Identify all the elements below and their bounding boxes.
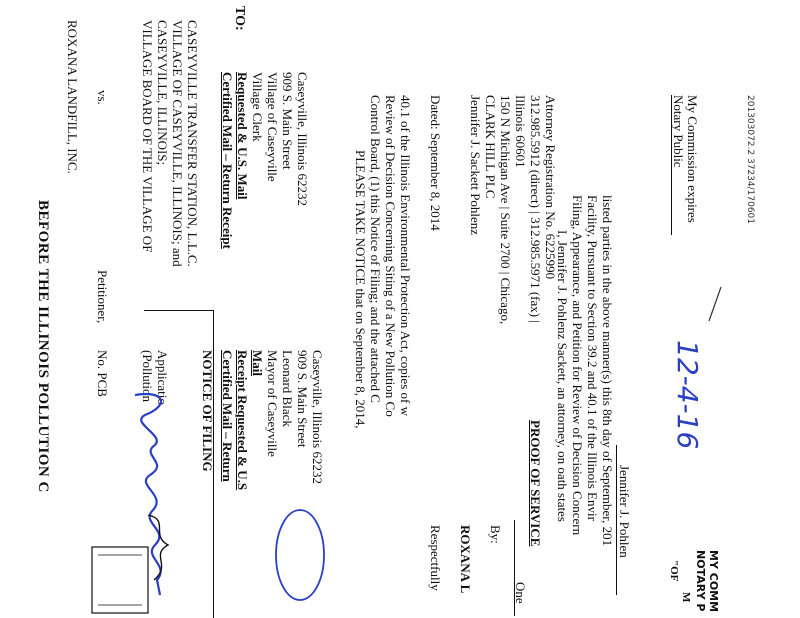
proof-body-1: I, Jennifer J. Pohlenz Sackett, an attorney, on oath states xyxy=(555,230,570,522)
left-method-2: Requested & U.S. Mail xyxy=(235,72,250,200)
case-number: No. PCB xyxy=(95,350,110,397)
petitioner-name: ROXANA LANDFILL, INC. xyxy=(65,20,80,174)
notice-body-3: Review of Decision Concerning Siting of a New Pollution Co xyxy=(383,95,398,417)
left-recipient-3: 909 S. Main Street xyxy=(280,72,295,170)
right-method-3: Mail xyxy=(250,350,265,376)
notary-seal-icon xyxy=(90,545,150,615)
respondent-line-4: CASEYVILLE TRANSFER STATION, L.L.C. xyxy=(185,20,200,267)
right-method-2: Receipt Requested & U.S xyxy=(235,350,250,491)
attorney-line-5: 312.985.5912 (direct) | 312.985.5971 (fax) | xyxy=(528,95,543,323)
commission-label: My Commission expires xyxy=(685,95,700,223)
stamp-line-4: MY COMM xyxy=(707,550,720,613)
notary-expiry-date: 12-4-16 xyxy=(671,340,704,450)
dated-line: Dated: September 8, 2014 xyxy=(428,95,443,231)
stamp-line-1: "OF xyxy=(668,560,680,582)
left-recipient-4: Caseyville, Illinois 62232 xyxy=(295,72,310,206)
to-label: TO: xyxy=(232,6,247,31)
left-method-1: Certified Mail – Return Receipt xyxy=(220,72,235,249)
court-heading: BEFORE THE ILLINOIS POLLUTION C xyxy=(35,200,51,493)
respondent-line-3: VILLAGE OF CASEYVILLE, ILLINOIS; and xyxy=(170,20,185,267)
right-recipient-4: Caseyville, Illinois 62232 xyxy=(310,350,325,484)
caption-divider xyxy=(144,310,214,311)
proof-body-3: Facility, Pursuant to Section 39.2 and 40.1 of the Illinois Envir xyxy=(585,195,600,521)
proof-body-2: Filing, Appearance, and Petition for Review of Decision Concern xyxy=(570,195,585,536)
notice-body-1: PLEASE TAKE NOTICE that on September 8, 2014, xyxy=(353,150,368,429)
server-signature-name: Jennifer J. Pohlen xyxy=(617,465,632,558)
notice-title: NOTICE OF FILING xyxy=(200,350,215,472)
case-desc-1: (Pollution xyxy=(140,350,155,403)
right-recipient-3: 909 S. Main Street xyxy=(295,350,310,448)
notice-body-4: 40.1 of the Illinois Environmental Protection Act, copies of w xyxy=(398,95,413,416)
proof-title: PROOF OF SERVICE xyxy=(528,420,543,547)
pen-circle-icon xyxy=(270,505,330,605)
right-method-1: Certified Mail – Return xyxy=(220,350,235,482)
one-of-label: One xyxy=(513,582,528,604)
case-desc-2: Applicatio xyxy=(155,350,170,405)
respectfully-line: Respectfully xyxy=(428,525,443,591)
respondent-line-1: VILLAGE BOARD OF THE VILLAGE OF xyxy=(140,20,155,253)
attorney-line-6: Attorney Registration No. 6225990 xyxy=(543,95,558,280)
firm-short: ROXANA L xyxy=(458,525,473,594)
attorney-line-1: Jennifer J. Sackett Pohlenz xyxy=(468,95,483,236)
stamp-line-3: NOTARY P xyxy=(694,550,707,612)
left-recipient-1: Village Clerk xyxy=(250,72,265,142)
right-recipient-1: Mayor of Caseyville xyxy=(265,350,280,457)
petitioner-role: Petitioner, xyxy=(95,270,110,324)
respondent-line-2: CASEYVILLE, ILLINOIS; xyxy=(155,20,170,166)
attorney-line-2: CLARK HILL PLC xyxy=(483,95,498,199)
footer-code: 201303072.2 37234/170601 xyxy=(745,95,755,225)
notary-label: Notary Public xyxy=(671,95,686,168)
versus-label: vs. xyxy=(95,90,110,105)
notice-body-2: Control Board, (1) this Notice of Filing; and the attached C xyxy=(368,95,383,403)
stray-mark-icon xyxy=(705,285,725,325)
by-label: By: xyxy=(488,525,503,544)
right-recipient-2: Leonard Black xyxy=(280,350,295,427)
stamp-line-2: M xyxy=(680,592,692,603)
attorney-line-4: Illinois 60601 xyxy=(513,95,528,168)
proof-body-4: listed parties in the above manner(s) this 8th day of September, 201 xyxy=(600,195,615,547)
attorney-line-3: 150 N Michigan Ave | Suite 2700 | Chicago, xyxy=(498,95,513,325)
left-recipient-2: Village of Caseyville xyxy=(265,72,280,182)
